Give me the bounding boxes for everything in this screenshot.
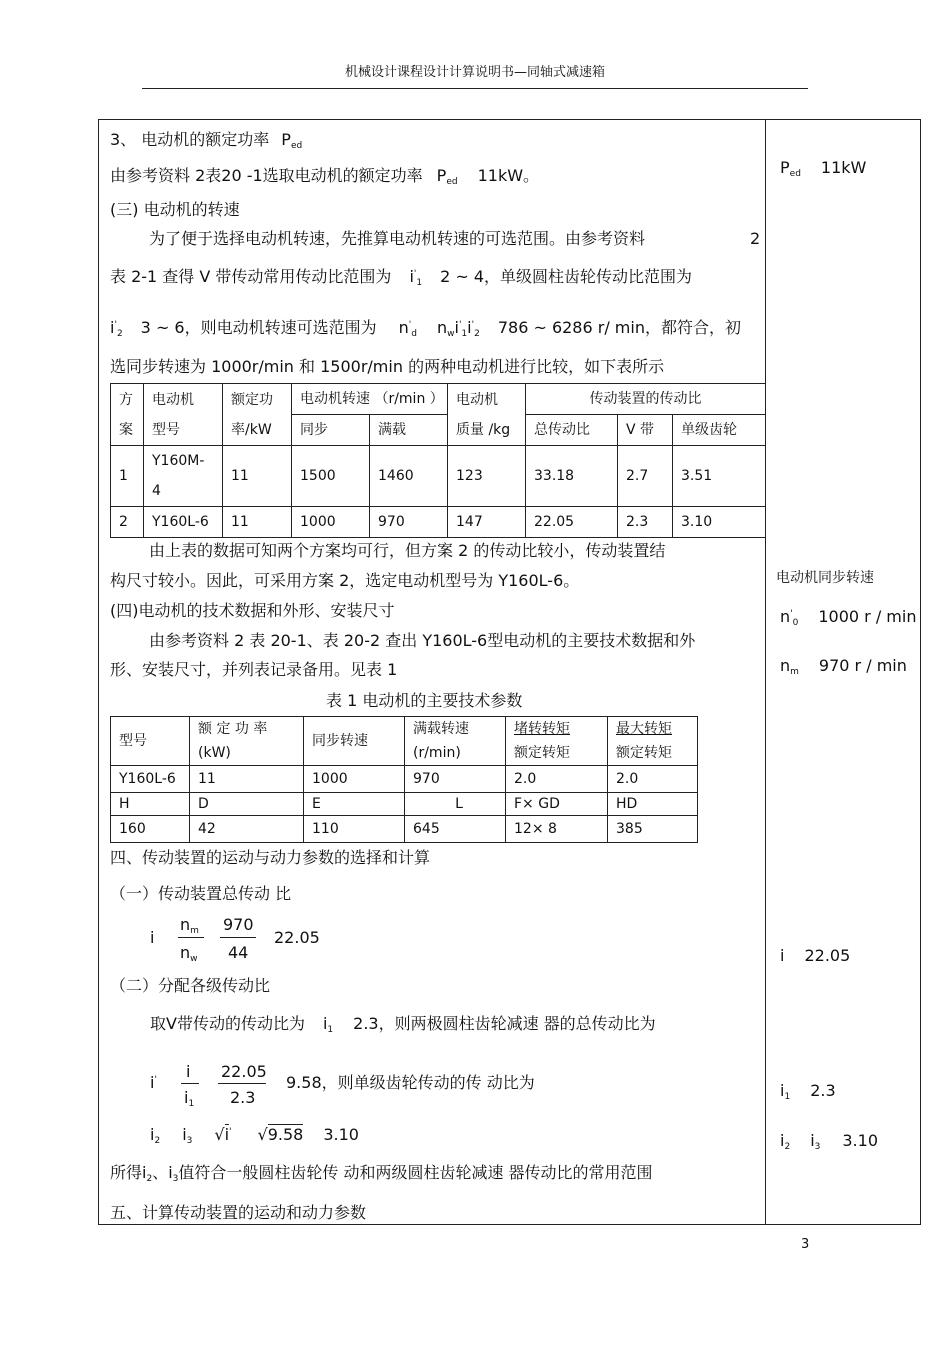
cell: F× GD xyxy=(506,793,608,816)
eq2-num2: 22.05 xyxy=(221,1062,267,1081)
cell: 11 xyxy=(223,507,292,538)
eq1-frac-line xyxy=(178,937,204,938)
section-distribute: （二）分配各级传动比 xyxy=(110,976,271,995)
eq1-den: $n_w$ xyxy=(180,943,198,964)
cell: 970 xyxy=(370,507,448,538)
cell: 2.0 xyxy=(608,766,698,793)
para-choice-1: 由上表的数据可知两个方案均可行，但方案 2 的传动比较小，传动装置结 xyxy=(149,541,666,560)
cell: 3.10 xyxy=(673,507,766,538)
cell: H xyxy=(111,793,190,816)
th-full: 满载 xyxy=(370,415,448,446)
th-total: 总传动比 xyxy=(526,415,618,446)
para-tech-1: 由参考资料 2 表 20-1、表 20-2 查出 Y160L-6型电动机的主要技术数据和外 xyxy=(149,631,696,650)
motor-params-table xyxy=(110,716,698,843)
page-header: 机械设计课程设计计算说明书—同轴式减速箱 xyxy=(344,65,605,80)
th-power: 额 定 功 率 (kW) xyxy=(190,717,304,766)
cell: 123 xyxy=(448,446,526,507)
section-five: 五、计算传动装置的运动和动力参数 xyxy=(110,1203,367,1222)
eq1-num2: 970 xyxy=(223,915,254,934)
th-stall-ratio: 堵转转矩 额定转矩 xyxy=(506,717,608,766)
th-model: 电动机 型号 xyxy=(144,384,223,446)
cell: 11 xyxy=(190,766,304,793)
cell: Y160L-6 xyxy=(144,507,223,538)
cell: 110 xyxy=(304,816,405,843)
eq1-result: 22.05 xyxy=(274,928,320,947)
cell: 2.0 xyxy=(506,766,608,793)
th-speed: 电动机转速 （r/min ） xyxy=(292,384,448,415)
cell: 385 xyxy=(608,816,698,843)
motor-comparison-table xyxy=(110,383,766,538)
para-speed-1: 为了便于选择电动机转速，先推算电动机转速的可选范围。由参考资料 2 xyxy=(149,229,761,248)
cell: 1000 xyxy=(304,766,405,793)
cell: Y160M- 4 xyxy=(144,446,223,507)
side-nm: $n_m$ 970 r / min xyxy=(780,656,907,677)
section-total-ratio: （一）传动装置总传动 比 xyxy=(110,884,292,903)
side-ped: $P_{ed}$ 11kW xyxy=(780,158,867,179)
cell: Y160L-6 xyxy=(111,766,190,793)
th-model: 型号 xyxy=(111,717,190,766)
table2-caption: 表 1 电动机的主要技术参数 xyxy=(326,691,523,710)
side-n0: $n'_0$ 1000 r / min xyxy=(780,607,917,628)
cell: 2 xyxy=(111,507,144,538)
eq2-num: i xyxy=(186,1062,191,1081)
page-number: 3 xyxy=(801,1237,810,1252)
cell: 2.3 xyxy=(618,507,673,538)
para-speed-2: 表 2-1 查得 V 带传动常用传动比范围为 $i'_1$ 2 ~ 4，单级圆柱齿轮传动比范围为 xyxy=(110,267,693,288)
cell: L xyxy=(405,793,506,816)
cell: 1 xyxy=(111,446,144,507)
eq1-i: i xyxy=(150,928,155,947)
eq1-num: $n_m$ xyxy=(180,915,199,936)
th-power: 额定功 率/kW xyxy=(223,384,292,446)
cell: 3.51 xyxy=(673,446,766,507)
table-row xyxy=(111,766,698,793)
table-row xyxy=(111,446,766,507)
eq1-frac-line2 xyxy=(220,937,256,938)
section-four: 四、传动装置的运动与动力参数的选择和计算 xyxy=(110,848,431,867)
th-mass: 电动机 质量 /kg xyxy=(448,384,526,446)
section-motor-speed: (三) 电动机的转速 xyxy=(110,200,240,219)
para-speed-4: 选同步转速为 1000r/min 和 1500r/min 的两种电动机进行比较，如下表所示 xyxy=(110,357,665,376)
para-tech-2: 形、安装尺寸，并列表记录备用。见表 1 xyxy=(110,660,398,679)
eq2-den: $i_1$ xyxy=(184,1088,195,1109)
side-i2-i3: $i_2$ $i_3$ 3.10 xyxy=(780,1131,878,1152)
para-ratio-range: 所得$i_2$、$i_3$值符合一般圆柱齿轮传 动和两级圆柱齿轮减速 器传动比的常用范围 xyxy=(110,1163,653,1184)
cell: 970 xyxy=(405,766,506,793)
column-divider xyxy=(765,119,766,1225)
cell: 12× 8 xyxy=(506,816,608,843)
cell: E xyxy=(304,793,405,816)
eq2-frac-line2 xyxy=(218,1083,266,1084)
para-vbelt-ratio: 取V带传动的传动比为 $i_1$ 2.3，则两极圆柱齿轮减速 器的总传动比为 xyxy=(150,1014,656,1035)
table-row xyxy=(111,793,698,816)
th-max-ratio: 最大转矩 额定转矩 xyxy=(608,717,698,766)
th-sync: 同步 xyxy=(292,415,370,446)
eq2-frac-line xyxy=(181,1083,199,1084)
th-sync: 同步转速 xyxy=(304,717,405,766)
cell: 1460 xyxy=(370,446,448,507)
section-tech-data: (四)电动机的技术数据和外形、安装尺寸 xyxy=(110,601,395,620)
cell: 11 xyxy=(223,446,292,507)
eq2-den2: 2.3 xyxy=(230,1088,256,1107)
para-choice-2: 构尺寸较小。因此，可采用方案 2，选定电动机型号为 Y160L-6。 xyxy=(110,571,580,590)
eq1-den2: 44 xyxy=(228,943,249,962)
motor-rated-power-heading: 3、 电动机的额定功率 $P_{ed}$ xyxy=(110,130,303,151)
th-ratio: 传动装置的传动比 xyxy=(526,384,766,415)
cell: 22.05 xyxy=(526,507,618,538)
cell: 2.7 xyxy=(618,446,673,507)
cell: 160 xyxy=(111,816,190,843)
cell: 1500 xyxy=(292,446,370,507)
header-rule xyxy=(142,88,808,89)
eq2-result: 9.58，则单级齿轮传动的传 动比为 xyxy=(286,1073,535,1092)
eq2-i: i' xyxy=(150,1073,157,1092)
side-i-total: i 22.05 xyxy=(780,946,851,965)
cell: 1000 xyxy=(292,507,370,538)
table-row xyxy=(111,507,766,538)
th-vbelt: V 带 xyxy=(618,415,673,446)
cell: 42 xyxy=(190,816,304,843)
para-speed-3: $i'_2$ 3 ~ 6，则电动机转速可选范围为 $n'_d$ $n_wi'_1i'_2$ 786 ~ 6286 r/ min，都符合，初 xyxy=(110,318,741,339)
th-plan: 方 案 xyxy=(111,384,144,446)
cell: 147 xyxy=(448,507,526,538)
side-sync-label: 电动机同步转速 xyxy=(776,570,874,586)
rated-power-line: 由参考资料 2表20 -1选取电动机的额定功率 $P_{ed}$ 11kW。 xyxy=(110,166,540,187)
side-i1: $i_1$ 2.3 xyxy=(780,1081,836,1102)
cell: HD xyxy=(608,793,698,816)
cell: D xyxy=(190,793,304,816)
eq3: $i_2$ $i_3$ √i' √9.58 3.10 xyxy=(150,1125,359,1146)
cell: 33.18 xyxy=(526,446,618,507)
table-row xyxy=(111,816,698,843)
cell: 645 xyxy=(405,816,506,843)
th-full: 满载转速 (r/min) xyxy=(405,717,506,766)
th-gear: 单级齿轮 xyxy=(673,415,766,446)
